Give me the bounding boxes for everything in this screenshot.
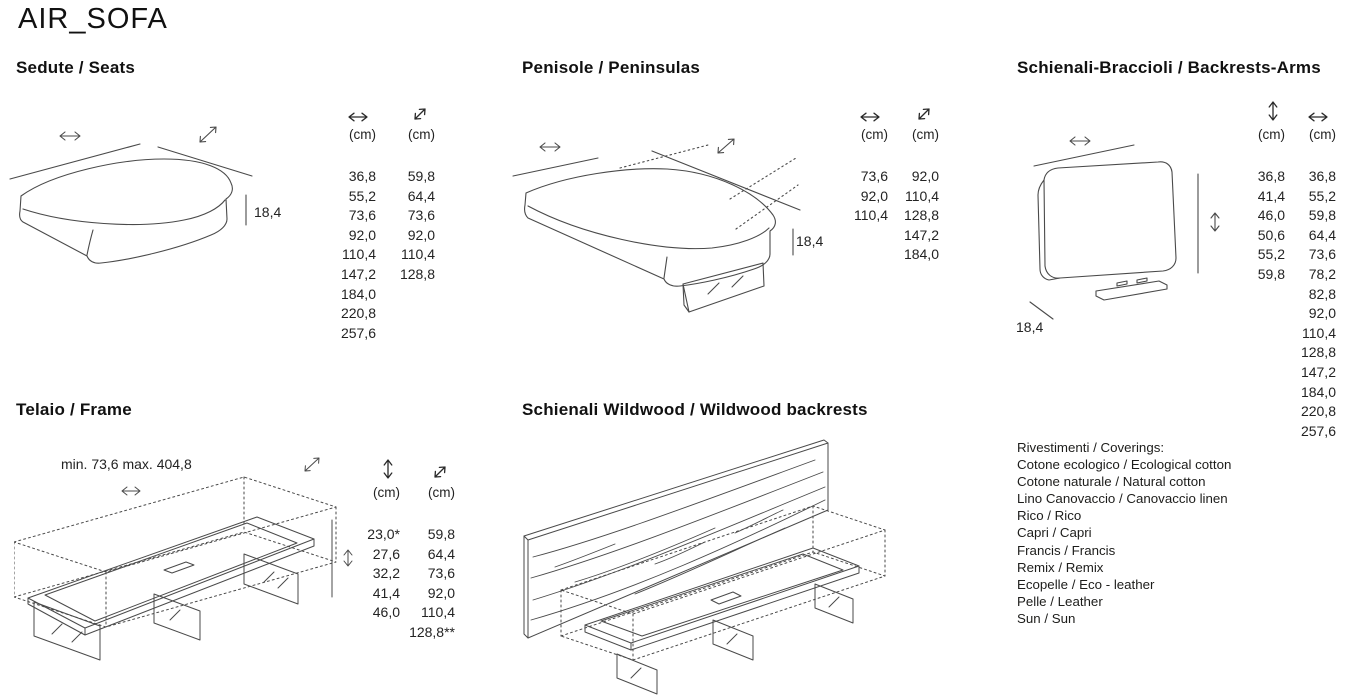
frame-legs: [34, 554, 298, 660]
dimension-value: 92,0: [860, 187, 888, 204]
unit-label: (cm): [912, 127, 939, 142]
dimension-value: 184,0: [1300, 383, 1336, 400]
dimension-value: 220,8: [340, 305, 376, 322]
dimension-value: 73,6: [427, 565, 455, 582]
peninsulas-heading: Penisole / Peninsulas: [522, 58, 701, 77]
frame-ring: [28, 517, 314, 635]
wildwood-heading: Schienali Wildwood / Wildwood backrests: [522, 400, 868, 419]
dimension-value: 110,4: [342, 246, 376, 263]
frame-ring: [585, 548, 859, 650]
dimension-value: 59,8: [1257, 265, 1285, 282]
covering-item: Rico / Rico: [1017, 508, 1082, 524]
dimension-value: 92,0: [911, 168, 939, 184]
dimension-value: 257,6: [340, 324, 376, 341]
coverings-block: [1017, 439, 1231, 627]
dimension-value: 92,0: [348, 226, 376, 243]
unit-label: (cm): [349, 127, 376, 142]
dimension-value: 184,0: [340, 285, 376, 302]
depth-arrow-icon: [431, 463, 449, 481]
dimension-value: 59,8: [407, 168, 435, 184]
dimension-value: 73,6: [1308, 246, 1336, 263]
unit-label: (cm): [428, 485, 455, 500]
covering-item: Capri / Capri: [1017, 525, 1092, 541]
dimension-value: 46,0: [1257, 207, 1285, 224]
dimension-value: 32,2: [372, 565, 400, 582]
wildwood-drawing: [515, 432, 995, 696]
width-arrow-icon: [1306, 111, 1330, 123]
backrest-bracket: [1096, 278, 1167, 300]
width-arrow-icon: [122, 487, 140, 495]
dimension-value: 73,6: [348, 207, 376, 224]
dimension-value: 46,0: [372, 604, 400, 621]
width-arrow-icon: [1070, 137, 1090, 145]
page-title: AIR_SOFA: [18, 3, 168, 35]
width-arrow-icon: [858, 111, 882, 123]
dimension-value: 73,6: [407, 207, 435, 224]
dimension-value: 55,2: [348, 187, 376, 204]
dimension-value: 23,0*: [367, 526, 400, 542]
dimension-value: 110,4: [854, 207, 888, 224]
dimension-value: 128,8: [1300, 344, 1336, 361]
dimension-value: 64,4: [1308, 226, 1336, 243]
extension-dotted-lines: [620, 145, 798, 229]
seat-cushion-outline: [20, 159, 233, 263]
dimension-value: 110,4: [1302, 324, 1336, 341]
frame-dim-table: [356, 458, 455, 643]
covering-item: Francis / Francis: [1017, 542, 1116, 558]
dimension-value: 257,6: [1300, 422, 1336, 439]
dimension-value: 184,0: [903, 246, 939, 263]
covering-item: Sun / Sun: [1017, 610, 1076, 626]
dimension-value: 110,4: [401, 246, 435, 263]
covering-item: Lino Canovaccio / Canovaccio linen: [1017, 491, 1228, 507]
dimension-value: 59,8: [427, 526, 455, 542]
peninsulas-dim-table: [844, 100, 939, 265]
seats-dim-table: [318, 100, 435, 343]
dimension-value: 64,4: [407, 187, 435, 204]
coverings-heading: Rivestimenti / Coverings:: [1017, 440, 1165, 455]
dimension-line: [10, 144, 140, 179]
frame-legs: [617, 584, 853, 694]
backrests-height-label: 18,4: [1016, 319, 1044, 335]
covering-item: Cotone naturale / Natural cotton: [1017, 474, 1206, 490]
depth-arrow-icon: [718, 139, 734, 153]
dimension-line: [1034, 145, 1134, 166]
width-arrow-icon: [60, 132, 80, 140]
dimension-value: 110,4: [421, 604, 455, 621]
covering-item: Remix / Remix: [1017, 559, 1104, 575]
dimension-value: 36,8: [348, 168, 376, 184]
dimension-value: 147,2: [1300, 363, 1336, 380]
dimension-value: 41,4: [1257, 187, 1285, 204]
backrest-panel-outline: [1038, 162, 1176, 280]
wildwood-plank: [524, 440, 828, 638]
dimension-value: 147,2: [340, 265, 376, 282]
seats-drawing: [8, 103, 338, 313]
dimension-value: 73,6: [860, 168, 888, 184]
depth-arrow-icon: [915, 105, 933, 123]
dimension-value: 128,8: [399, 265, 435, 282]
height-arrow-icon: [344, 550, 352, 566]
width-arrow-icon: [540, 143, 560, 151]
dimension-value: 128,8**: [409, 623, 455, 640]
dimension-line: [158, 147, 252, 176]
dimension-value: 55,2: [1257, 246, 1285, 263]
unit-label: (cm): [1258, 127, 1285, 142]
dimension-value: 55,2: [1308, 187, 1336, 204]
frame-drawing: [14, 442, 359, 687]
dimension-value: 41,4: [372, 584, 400, 601]
depth-arrow-icon: [411, 105, 429, 123]
depth-arrow-icon: [305, 458, 319, 471]
peninsula-base: [683, 263, 764, 312]
backrests-arms-drawing: [1018, 130, 1233, 330]
dimension-value: 27,6: [372, 545, 400, 562]
peninsulas-drawing: [512, 135, 812, 330]
height-arrow-icon: [1211, 213, 1219, 231]
frame-range-label: min. 73,6 max. 404,8: [61, 456, 192, 472]
dimension-value: 36,8: [1257, 168, 1285, 184]
covering-item: Cotone ecologico / Ecological cotton: [1017, 457, 1232, 473]
seats-height-label: 18,4: [254, 204, 282, 220]
dimension-value: 59,8: [1308, 207, 1336, 224]
dimension-value: 64,4: [427, 545, 455, 562]
unit-label: (cm): [1309, 127, 1336, 142]
peninsulas-height-label: 18,4: [796, 233, 824, 249]
frame-heading: Telaio / Frame: [16, 400, 132, 419]
dimension-value: 110,4: [905, 187, 939, 204]
covering-item: Ecopelle / Eco - leather: [1017, 576, 1155, 592]
unit-label: (cm): [373, 485, 400, 500]
seats-heading: Sedute / Seats: [16, 58, 136, 77]
dimension-line: [652, 151, 800, 210]
backrests-arms-heading: Schienali-Braccioli / Backrests-Arms: [1017, 58, 1321, 77]
dimension-value: 147,2: [903, 226, 939, 243]
depth-arrow-icon: [200, 127, 216, 142]
height-arrow-icon: [1267, 99, 1279, 123]
dimension-value: 50,6: [1257, 226, 1285, 243]
dimension-value: 82,8: [1308, 285, 1336, 302]
unit-label: (cm): [861, 127, 888, 142]
height-arrow-icon: [382, 457, 394, 481]
covering-item: Pelle / Leather: [1017, 593, 1103, 609]
dimension-value: 92,0: [1308, 305, 1336, 322]
dimension-line: [513, 158, 598, 176]
dimension-value: 36,8: [1308, 168, 1336, 184]
dimension-value: 128,8: [903, 207, 939, 224]
dimension-value: 92,0: [427, 584, 455, 601]
dimension-value: 78,2: [1308, 265, 1336, 282]
unit-label: (cm): [408, 127, 435, 142]
dimension-value: 92,0: [407, 226, 435, 243]
dimension-value: 220,8: [1300, 403, 1336, 420]
backrests-arms-dim-table: [1241, 100, 1336, 441]
dimension-line: [1030, 302, 1053, 319]
width-arrow-icon: [346, 111, 370, 123]
peninsula-cushion-outline: [525, 169, 776, 286]
